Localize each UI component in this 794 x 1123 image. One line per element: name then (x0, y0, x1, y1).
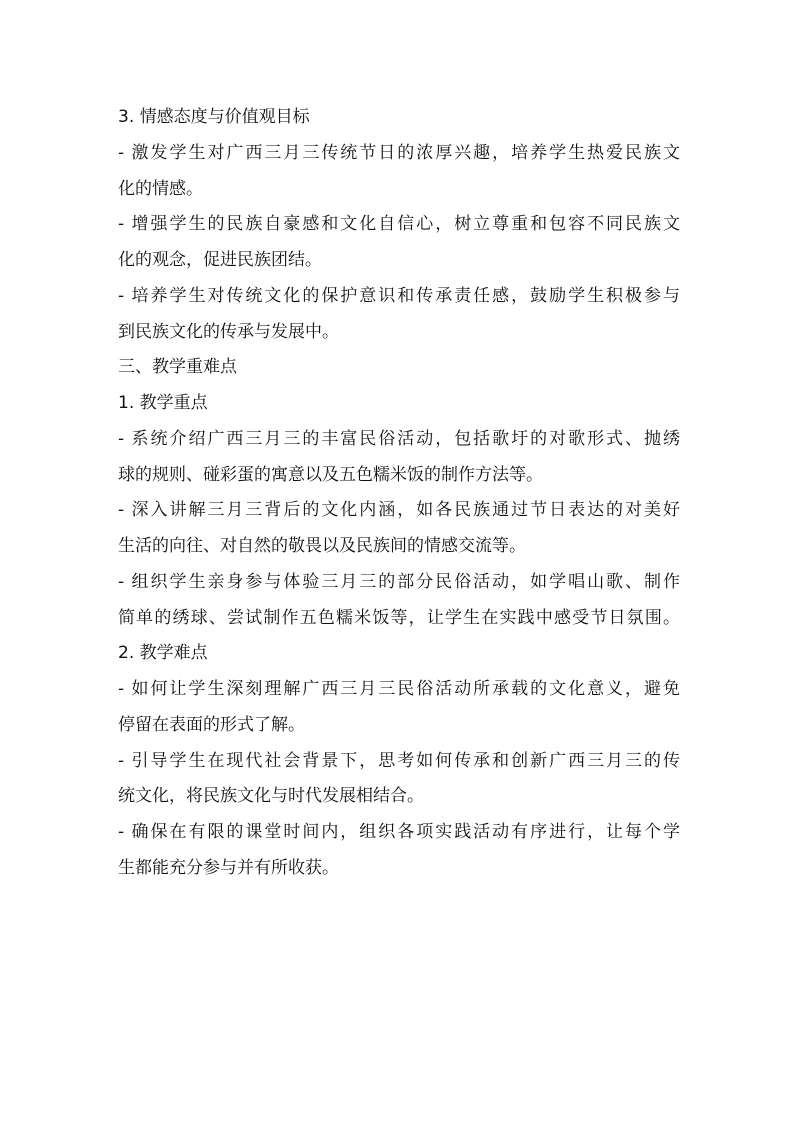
paragraph-line: - 激发学生对广西三月三传统节日的浓厚兴趣，培养学生热爱民族文 (118, 142, 680, 163)
document-body (118, 100, 680, 887)
subsection-heading-difficulties: 2. 教学难点 (118, 643, 208, 664)
paragraph-line: - 组织学生亲身参与体验三月三的部分民俗活动，如学唱山歌、制作 (118, 571, 680, 592)
paragraph-line: - 深入讲解三月三背后的文化内涵，如各民族通过节日表达的对美好 (118, 500, 680, 521)
paragraph-line: - 确保在有限的课堂时间内，组织各项实践活动有序进行，让每个学 (118, 822, 680, 842)
paragraph-line: 到民族文化的传承与发展中。 (118, 321, 339, 342)
paragraph-line: 生都能充分参与并有所收获。 (118, 857, 339, 878)
paragraph-line: - 引导学生在现代社会背景下，思考如何传承和创新广西三月三的传 (118, 750, 680, 771)
paragraph-line: 化的观念，促进民族团结。 (118, 250, 322, 270)
paragraph-line: 统文化，将民族文化与时代发展相结合。 (118, 786, 424, 807)
paragraph-line: - 如何让学生深刻理解广西三月三民俗活动所承载的文化意义，避免 (118, 679, 680, 699)
paragraph-line: 生活的向往、对自然的敬畏以及民族间的情感交流等。 (118, 536, 526, 556)
paragraph-line: 化的情感。 (118, 178, 203, 199)
section-heading-emotional-goals: 3. 情感态度与价值观目标 (118, 107, 310, 127)
paragraph-line: - 系统介绍广西三月三的丰富民俗活动，包括歌圩的对歌形式、抛绣 (118, 428, 680, 449)
subsection-heading-key-points: 1. 教学重点 (118, 393, 208, 413)
section-heading-key-difficulties: 三、教学重难点 (118, 357, 237, 378)
paragraph-line: 简单的绣球、尝试制作五色糯米饭等，让学生在实践中感受节日氛围。 (118, 607, 680, 628)
paragraph-line: 停留在表面的形式了解。 (118, 714, 305, 735)
paragraph-line: - 培养学生对传统文化的保护意识和传承责任感，鼓励学生积极参与 (118, 285, 680, 306)
paragraph-line: - 增强学生的民族自豪感和文化自信心，树立尊重和包容不同民族文 (118, 214, 680, 235)
paragraph-line: 球的规则、碰彩蛋的寓意以及五色糯米饭的制作方法等。 (118, 464, 543, 485)
